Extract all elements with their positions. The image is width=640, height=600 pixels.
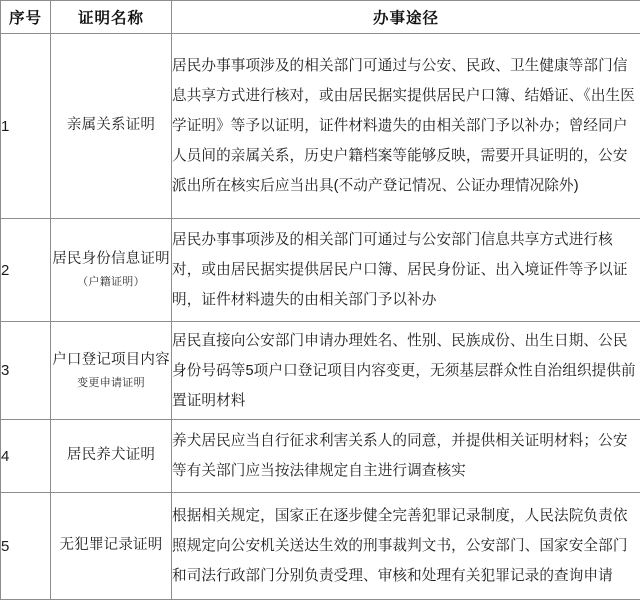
row-number: 3: [1, 322, 51, 420]
column-header-no: 序号: [1, 1, 51, 34]
certificate-route: 居民办事事项涉及的相关部门可通过与公安、民政、卫生健康等部门信息共享方式进行核对，或由居民据实提供居民户口簿、结婚证、《出生医学证明》等予以证明，证件材料遗失的由相关部门予以补办；曾经同户人员间的亲属关系，历史户籍档案等能够反映，需要开具证明的，公安派出所在核实后应当出具(不动产登记情况、公证办理情况除外): [172, 34, 640, 219]
table-body: [1, 34, 640, 600]
certificate-name: [51, 34, 172, 219]
certificate-route: 养犬居民应当自行征求利害关系人的同意，并提供相关证明材料；公安等有关部门应当按法律规定自主进行调查核实: [172, 420, 640, 493]
certificate-route: 根据相关规定，国家正在逐步健全完善犯罪记录制度，人民法院负责依照规定向公安机关送达生效的刑事裁判文书，公安部门、国家安全部门和司法行政部门分别负责受理、审核和处理有关犯罪记录的查询申请: [172, 493, 640, 600]
row-number: 4: [1, 420, 51, 493]
row-number: 2: [1, 219, 51, 322]
certificate-name-subtitle: 变更申请证明: [51, 376, 171, 392]
column-header-route: 办事途径: [172, 1, 640, 34]
certificate-name: [51, 322, 172, 420]
table-header: [1, 1, 640, 34]
certificate-route: 居民办事事项涉及的相关部门可通过与公安部门信息共享方式进行核对，或由居民据实提供居民户口簿、居民身份证、出入境证件等予以证明，证件材料遗失的由相关部门予以补办: [172, 219, 640, 322]
certificate-name-main: 居民身份信息证明: [52, 251, 170, 267]
row-number: 5: [1, 493, 51, 600]
certificate-name: [51, 420, 172, 493]
table-row: [1, 322, 640, 420]
table-row: [1, 34, 640, 219]
certificate-route: 居民直接向公安部门申请办理姓名、性别、民族成份、出生日期、公民身份号码等5项户口登记项目内容变更，无须基层群众性自治组织提供前置证明材料: [172, 322, 640, 420]
table-row: [1, 493, 640, 600]
column-header-name: 证明名称: [51, 1, 172, 34]
certificate-name: [51, 219, 172, 322]
certificate-name-main: 无犯罪记录证明: [60, 537, 163, 553]
certificate-name-subtitle: （户籍证明）: [51, 275, 171, 291]
certificate-name-main: 户口登记项目内容: [52, 352, 170, 368]
table-header-row: [1, 1, 640, 34]
table-row: [1, 420, 640, 493]
row-number: 1: [1, 34, 51, 219]
certificate-name-main: 亲属关系证明: [67, 117, 155, 133]
table-row: [1, 219, 640, 322]
certificate-name: [51, 493, 172, 600]
certificate-name-main: 居民养犬证明: [67, 447, 155, 463]
